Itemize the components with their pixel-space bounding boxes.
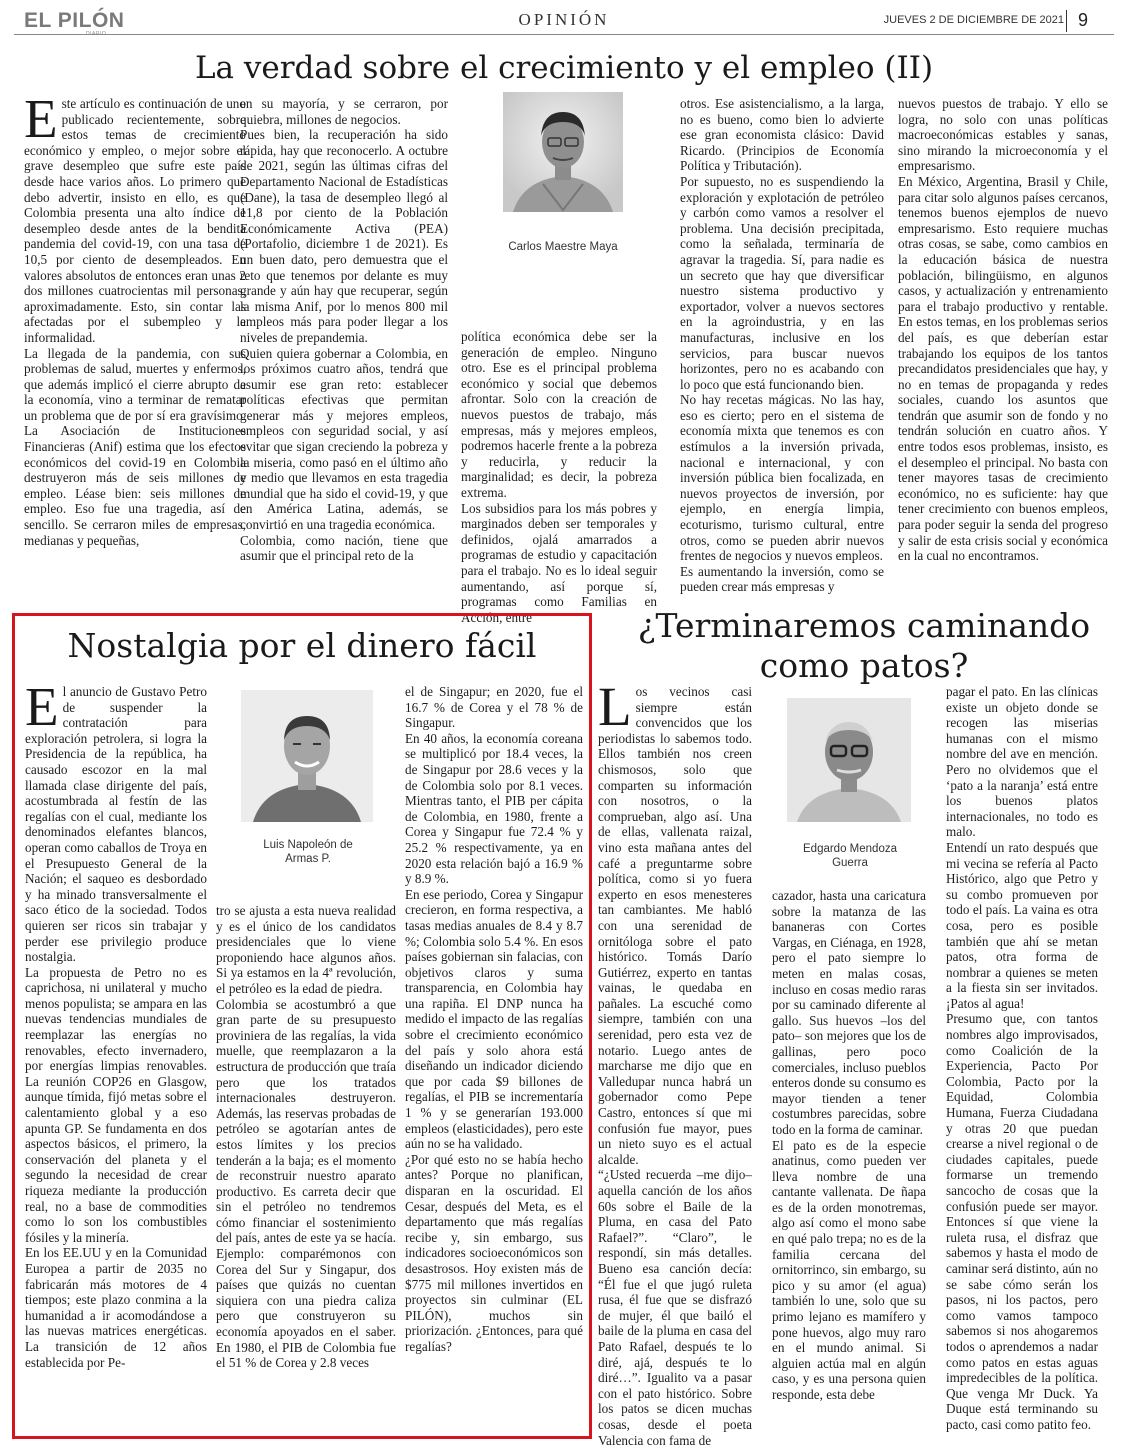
- paragraph: En los EE.UU y en la Comunidad Europea a partir de 2035 no fabricarán más motores de 4 tiempos; este plazo conmina a la humanidad a ir acomodándose a las nuevas matrices energéticas. La transición de 12 años establecida por Pe-: [25, 1245, 207, 1370]
- article-title: [600, 606, 1128, 686]
- paragraph: Los subsidios para los más pobres y marginados deben ser temporales y definidos, ojalá amarrados a programas de estudio y capacitación para el trabajo. No es lo ideal seguir aumentando, así porque sí, programas como Familias en Acción, entre: [461, 500, 657, 625]
- paragraph: Entendí un rato después que mi vecina se refería al Pacto Histórico, algo que Petro y su combo promueven por todo el país. La vaina es otra cosa, pero es posible también que ahí se metan patos, otra forma de nombrar a quienes se meten a la fiesta sin ser invitados. ¡Patos al agua!: [946, 839, 1098, 1011]
- article-column: [680, 96, 884, 602]
- paragraph: La propuesta de Petro no es caprichosa, ni unilateral y mucho menos populista; se ampara en las nuevas tendencias mundiales de reemplazar las energías no renovables, efecto invernadero, por energías limpias renovables. La reunión COP26 en Glasgow, aunque tímida, fijó metas sobre el calentamiento global y a eso apunta GP. Se fundamenta en dos aspectos básicos, el primero, la conservación del planeta y el segundo la necesidad de crear riqueza mediante la producción real, no a base de commodities como lo son los combustibles fósiles y la minería.: [25, 964, 207, 1245]
- article-column: [25, 676, 207, 1428]
- paragraph: “¿Usted recuerda –me dijo– aquella canción de los años 60s sobre el Baile de la Pluma, en casa del Pato Rafael?”. “Claro”, le respondí, sin más detalles. Bueno esa canción decía: “Él fue el que jugó ruleta rusa, él fue que se disfrazó de mujer, él que bailó el baile de la pluma en casa del Pato Rafael, después te lo diré, ajá, después te lo diré…”. Igualito va a pasar con el pato histórico. Sobre los patos se dicen muchas cosas, desde el poeta Valencia con fama de: [598, 1167, 752, 1448]
- article-column: [24, 88, 246, 602]
- author-portrait-image: [241, 690, 373, 822]
- article-title: La verdad sobre el crecimiento y el empleo (II): [194, 50, 934, 86]
- drop-cap: L: [598, 676, 632, 737]
- author-photo: [787, 698, 911, 822]
- paragraph: os vecinos casi siempre están convencidos que los periodistas lo sabemos todo. Ellos también nos creen chismosos, solo que comparten su información con nosotros, o la comprueban, algo así. Una de ellas, vallenata raizal, vino esta mañana antes del café a preguntarme sobre política, como si yo fuera experto en esos menesteres tan cambiantes. Me habló con una serenidad de ornitóloga sobre el pato histórico. Tomás Darío Gutiérrez, experto en tantas vainas, le quedaba en pañales. La escuché como siempre, también con una serenidad, pero esta vez de notario. Luego antes de marcharse me dijo que en Valledupar nunca habrá un gobernador como Pepe Castro, entonces sí que mi confusión fue mayor, pues un nieto suyo es el actual alcalde.: [598, 684, 752, 1167]
- article-column: [405, 684, 583, 1428]
- author-name-line: Luis Napoleón de: [263, 839, 353, 851]
- article-title-line: como patos?: [759, 646, 969, 685]
- article-title: Nostalgia por el dinero fácil: [67, 626, 537, 665]
- paragraph: el de Singapur; en 2020, fue el 16.7 % de Corea y el 78 % de Singapur.: [405, 684, 583, 731]
- paragraph: Presumo que, con tantos nombres algo improvisados, como Coalición de la Experiencia, Pacto Por Colombia, Pacto por la Equidad, Colombia Humana, Fuerza Ciudadana y otras 20 que puedan crearse a nivel regional o de ciudades capitales, puede formarse un tremendo sancocho de cosas que la confusión puede ser mayor. Entonces sí que viene la ruleta rusa, el disfraz que sabemos y hasta el modo de caminar será distinto, aún no se sabe cómo serán los pasos, ni los pactos, pero como vamos tampoco sabemos si nos ahogaremos todos o aprendemos a nadar como patos en estas aguas impredecibles de la política. Que venga Mr Duck. Ya Duque está terminando su pacto, casi como patito feo.: [946, 1011, 1098, 1432]
- paragraph: cazador, hasta una caricatura sobre la matanza de las bananeras con Cortes Vargas, en Ciénaga, en 1928, pero el pato siempre lo meten en malas cosas, incluso en cosas medio raras por su caminado diferente al gallo. Sus huevos –los del pato– son mejores que los de gallinas, pero poco comerciales, incluso pueblos enteros donde su consumo es mayor tienden a tener costumbres parecidas, sobre todo en la forma de caminar.: [772, 888, 926, 1137]
- paragraph: otros. Ese asistencialismo, a la larga, no es bueno, como bien lo advierte ese gran economista clásico: David Ricardo. (Principios de Economía Política y Tributación).: [680, 96, 884, 174]
- article-column: [772, 888, 926, 1428]
- article-column: [946, 684, 1098, 1432]
- issue-date: JUEVES 2 DE DICIEMBRE DE 2021: [883, 14, 1064, 26]
- author-name: [228, 838, 388, 866]
- paragraph: La llegada de la pandemia, con sus problemas de salud, muertes y enfermos, que además implicó el cierre abrupto de la economía, vino a terminar de rematar un problema que de por sí era gravísimo. La Asociación de Instituciones Financieras (Anif) estima que los efectos económicos del covid-19 en Colombia destruyeron más de seis millones de empleo. Léase bien: seis millones de empleo. Eso fue una tragedia, así de sencillo. Se cerraron miles de empresas, medianas y pequeñas,: [24, 345, 246, 548]
- paragraph: El pato es de la especie anatinus, como pueden ver lleva nombre de una cantante vallenata. De ñapa es de la orden monotremas, algo así como el mono sabe en qué palo trepa; no es de la familia cercana del ornitorrinco, sin embargo, su pico y su amor (el agua) también lo une, solo que su primo lejano es mamífero y pone huevos, algo muy raro en el mundo animal. Si alguien actúa mal en algún caso, y es una persona quien responde, esta debe: [772, 1137, 926, 1402]
- author-name-line: Armas P.: [285, 853, 331, 865]
- paragraph: En México, Argentina, Brasil y Chile, para citar solo algunos países cercanos, tenemos buenos ejemplos de nuevo empresarismo. Esto requiere muchas otras cosas, se sabe, como cambios en la educación básica de nuestra población, bilingüismo, en algunos casos, y actualización y entrenamiento para el trabajo productivo y rentable. En estos temas, en los problemas serios del país, es que deberían estar trabajando los equipos de los tantos precandidatos presidenciales que hay, y no en temas de propaganda y redes sociales, cuando los asuntos que tendrán que asumir son de fondo y no tendrán solución en cuatro años. Y entre todos esos problemas, insisto, es el desempleo el principal. No basta con tener mayores tasas de crecimiento económico, no es suficiente: hay que tener crecimiento con buenos empleos, para poder seguir la senda del progreso y salir de esta crisis social y económica en la cual no encontramos.: [898, 173, 1108, 564]
- page-number: 9: [1078, 10, 1089, 30]
- article-column: [240, 96, 448, 602]
- paragraph: Colombia se acostumbró a que gran parte de su presupuesto proviniera de las regalías, la vida muelle, que reemplazaron a la estructura de producción que traía pero que los tratados internacionales destruyeron. Además, las reservas probadas de petróleo se agotarían antes de estos límites y los precios tenderán a la baja; es el momento de reconstruir nuestro aparato productivo. Es carreta decir que sin el petróleo no tendremos cómo financiar el sostenimiento del país, antes de este ya se hacía. Ejemplo: comparémonos con Corea del Sur y Singapur, dos países que quizás no cuentan siquiera con una piedra caliza pero que construyeron su economía apoyados en el saber. En 1980, el PIB de Colombia fue el 51 % de Corea y 2.8 veces: [216, 996, 396, 1371]
- paragraph: ¿Por qué esto no se había hecho antes? Porque no planifican, disparan en la oscuridad. El Cesar, después del Meta, es el departamento que más regalías recibe y, sin embargo, sus indicadores socioeconómicos son desastrosos. Hoy existen más de $775 mil millones invertidos en proyectos sin culminar (EL PILÓN), muchos sin priorización. ¿Entonces, para qué regalías?: [405, 1151, 583, 1354]
- paragraph: nuevos puestos de trabajo. Y ello se logra, no solo con unas políticas macroeconómicas estables y sanas, sino mirando la microeconomía y el empresarismo.: [898, 96, 1108, 174]
- paragraph: tro se ajusta a esta nueva realidad y es el único de los candidatos presidenciales que lo viene proponiendo hace algunos años. Si ya estamos en la 4ª revolución, el petróleo es la edad de piedra.: [216, 903, 396, 996]
- author-photo: [503, 92, 623, 212]
- paragraph: En ese periodo, Corea y Singapur crecieron, en forma respectiva, a tasas medias anuales de 8.4 y 8.7 %; Colombia solo 5.4 %. En esos países gobiernan sin falacias, con objetivos claros y suma transparencia, en Colombia hay una rapiña. El DNP nunca ha medido el impacto de las regalías sobre el crecimiento económico del país y solo ahora está diseñando un indicador diciendo que por cada $9 billones de regalías, el PIB se incrementaría 1 % y se generarían 193.000 empleos (elasticidades), pero este aún no se ha validado.: [405, 886, 583, 1152]
- paragraph: Por supuesto, no es suspendiendo la exploración y explotación de petróleo y carbón como vamos a resolver el problema. Una decisión precipitada, como la señalada, terminaría de agravar la tragedia. Sí, para nadie es un secreto que hay que diversificar nuestro sistema productivo y exportador, volver a nuevos sectores en la agroindustria, y en las manufacturas, inclusive en los servicios, para buscar nuevos horizontes, pero no es acabando con lo poco que está funcionando bien.: [680, 173, 884, 392]
- drop-cap: E: [24, 88, 58, 149]
- article-column: [216, 903, 396, 1428]
- drop-cap: E: [25, 676, 59, 737]
- article-title-line: ¿Terminaremos caminando: [637, 606, 1091, 645]
- paragraph: Colombia, como nación, tiene que asumir que el principal reto de la: [240, 532, 448, 564]
- author-portrait-image: [787, 698, 911, 822]
- paragraph: política económica debe ser la generación de empleo. Ninguno otro. Ese es el principal problema económico y social que debemos afrontar. Solo con la creación de nuevos puestos de trabajo, más empresas, más y mejores empleos, podremos hacerle frente a la pobreza y reducirla, y reducir la marginalidad; es decir, la pobreza extrema.: [461, 329, 657, 500]
- header-rule: [14, 34, 1114, 35]
- author-name: [770, 842, 930, 870]
- section-name: OPINIÓN: [518, 10, 610, 29]
- paragraph: En 40 años, la economía coreana se multiplicó por 18.4 veces, la de Singapur por 28.6 veces y la de Colombia solo por 8.1 veces. Mientras tanto, el PIB per cápita de Colombia, en 1980, frente a Corea y Singapur fue 72.4 % y 25.2 % respectivamente, ya en 2020 esta relación bajó a 16.9 % y 8.9 %.: [405, 730, 583, 887]
- newspaper-logo: EL PILÓN: [24, 9, 125, 32]
- paragraph: en su mayoría, y se cerraron, por quiebra, millones de negocios.: [240, 96, 448, 127]
- article-column: [898, 96, 1108, 602]
- paragraph: Quien quiera gobernar a Colombia, en los próximos cuatro años, tendrá que asumir ese gran reto: establecer políticas efectivas que permitan generar más y mejores empleos, empleos con seguridad social, y así evitar que sigan creciendo la pobreza y la miseria, como pasó en el último año y medio que llevamos en esta tragedia mundial que ha sido el covid-19, y que en América Latina, además, se convirtió en una tragedia económica.: [240, 345, 448, 533]
- author-name: Carlos Maestre Maya: [508, 241, 618, 253]
- article-column: [461, 329, 657, 625]
- paragraph: pagar el pato. En las clínicas existe un objeto donde se recogen las miserias humanas con el mismo nombre del ave en mención. Pero no olvidemos que el ‘pato a la naranja’ está entre los buenos platos internacionales, no todo es malo.: [946, 684, 1098, 840]
- paragraph: No hay recetas mágicas. No las hay, eso es cierto; pero en el sistema de economía mixta que tenemos es con estímulos a la inversión privada, nacional e internacional, y con inversión pública bien focalizada, en nuevos proyectos de inversión, por ejemplo, en energía limpia, ecoturismo, turismo cultural, entre otros, como se pueden abrir nuevos frentes de negocios y nuevos empleos.: [680, 392, 884, 564]
- header-divider: [1066, 10, 1067, 32]
- paragraph: Pues bien, la recuperación ha sido rápida, hay que reconocerlo. A octubre de 2021, según las últimas cifras del Departamento Nacional de Estadísticas (Dane), la tasa de desempleo llegó al 11,8 por ciento de la Población Económicamente Activa (PEA) (Portafolio, diciembre 1 de 2021). Es un buen dato, pero demuestra que el reto que tenemos por delante es muy grande y aún hay que recuperar, según la misma Anif, por lo menos 800 mil empleos más para poder llegar a los niveles de prepandemia.: [240, 127, 448, 345]
- author-photo: [241, 690, 373, 822]
- author-portrait-image: [503, 92, 623, 212]
- paragraph: ste artículo es continuación de uno publicado recientemente, sobre estos temas de crecimiento económico y empleo, o mejor sobre el grave desempleo que sufre este país desde hace varios años. Lo primero que debo advertir, insisto en ello, es que Colombia presenta una alto índice de desempleo desde antes de la bendita pandemia del covid-19, con una tasa de 10,5 por ciento de desempleados. En valores absolutos de entonces eran unas 2 dos millones cuatrocientas mil personas, aproximadamente. Esto, sin contar las afectadas por el subempleo y la informalidad.: [24, 96, 246, 345]
- author-name-line: Edgardo Mendoza: [803, 843, 897, 855]
- paragraph: l anuncio de Gustavo Petro de suspender la contratación para exploración petrolera, si logra la Presidencia de la república, ha causado escozor en la mal llamada clase dirigente del país, acostumbrada al festín de las regalías con el cual, mediante los denominados elefantes blancos, operan como caballos de Troya en el Presupuesto General de la Nación; el saqueo es desbordado y ha minado transversalmente el saco ético de la sociedad. Todos quieren ser ricos sin trabajar y perder ese privilegio produce nostalgia.: [25, 684, 207, 965]
- author-name-line: Guerra: [832, 857, 868, 869]
- article-column: [598, 676, 752, 1448]
- paragraph: Es aumentando la inversión, como se pueden crear más empresas y: [680, 563, 884, 595]
